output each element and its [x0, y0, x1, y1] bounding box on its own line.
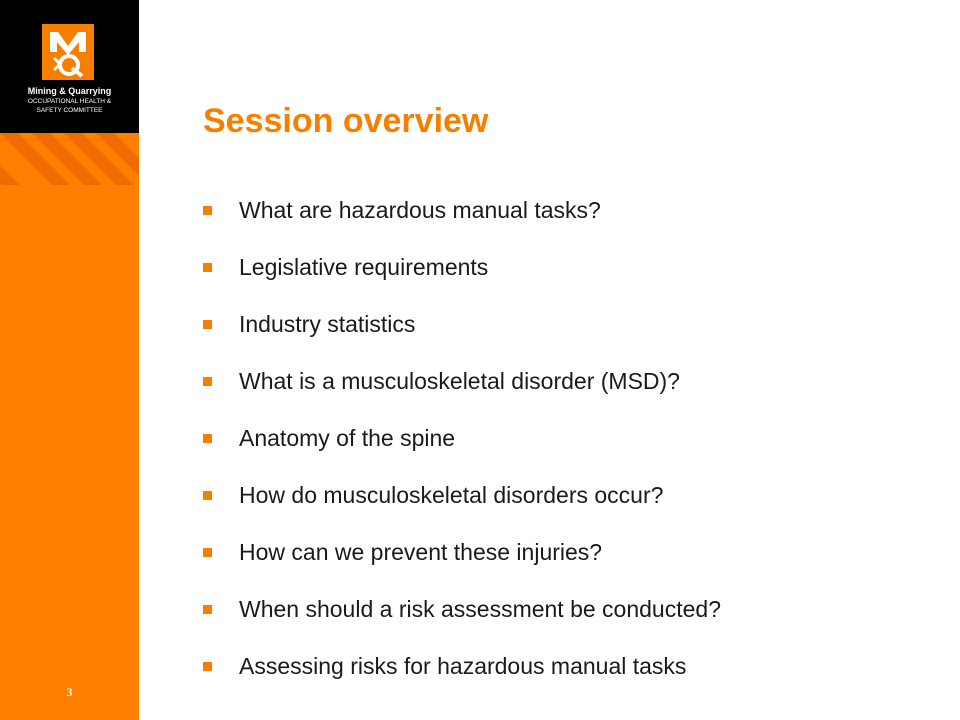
bullet-item: [203, 581, 721, 638]
logo-line-3: SAFETY COMMITTEE: [36, 107, 103, 114]
bullet-item: [203, 182, 721, 239]
square-bullet-icon: [203, 434, 212, 443]
page-number: 3: [66, 685, 73, 699]
bullet-item: [203, 410, 721, 467]
sidebar: [0, 0, 139, 720]
bullet-item: [203, 239, 721, 296]
logo-line-1: Mining & Quarrying: [27, 86, 112, 96]
logo-text: [0, 86, 139, 115]
square-bullet-icon: [203, 662, 212, 671]
mining-quarrying-logo: [42, 24, 94, 80]
bullet-item: [203, 524, 721, 581]
square-bullet-icon: [203, 605, 212, 614]
bullet-item: [203, 638, 721, 695]
bullet-text: Industry statistics: [239, 311, 416, 337]
sidebar-header: [0, 0, 139, 133]
square-bullet-icon: [203, 263, 212, 272]
bullet-item: [203, 296, 721, 353]
square-bullet-icon: [203, 320, 212, 329]
bullet-text: Assessing risks for hazardous manual tasks: [239, 653, 687, 679]
square-bullet-icon: [203, 377, 212, 386]
diagonal-stripes-decoration: [0, 133, 139, 185]
bullet-text: What is a musculoskeletal disorder (MSD)?: [239, 368, 680, 394]
slide-title: Session overview: [203, 102, 489, 140]
bullet-text: Anatomy of the spine: [239, 425, 456, 451]
logo-line-2: OCCUPATIONAL HEALTH &: [27, 98, 112, 105]
bullet-text: What are hazardous manual tasks?: [239, 197, 601, 223]
square-bullet-icon: [203, 548, 212, 557]
bullet-item: [203, 467, 721, 524]
square-bullet-icon: [203, 491, 212, 500]
bullet-text: When should a risk assessment be conducted?: [239, 596, 721, 622]
bullet-text: How do musculoskeletal disorders occur?: [239, 482, 664, 508]
bullet-list: [203, 182, 721, 695]
bullet-text: Legislative requirements: [239, 254, 489, 280]
bullet-text: How can we prevent these injuries?: [239, 539, 603, 565]
bullet-item: [203, 353, 721, 410]
square-bullet-icon: [203, 206, 212, 215]
